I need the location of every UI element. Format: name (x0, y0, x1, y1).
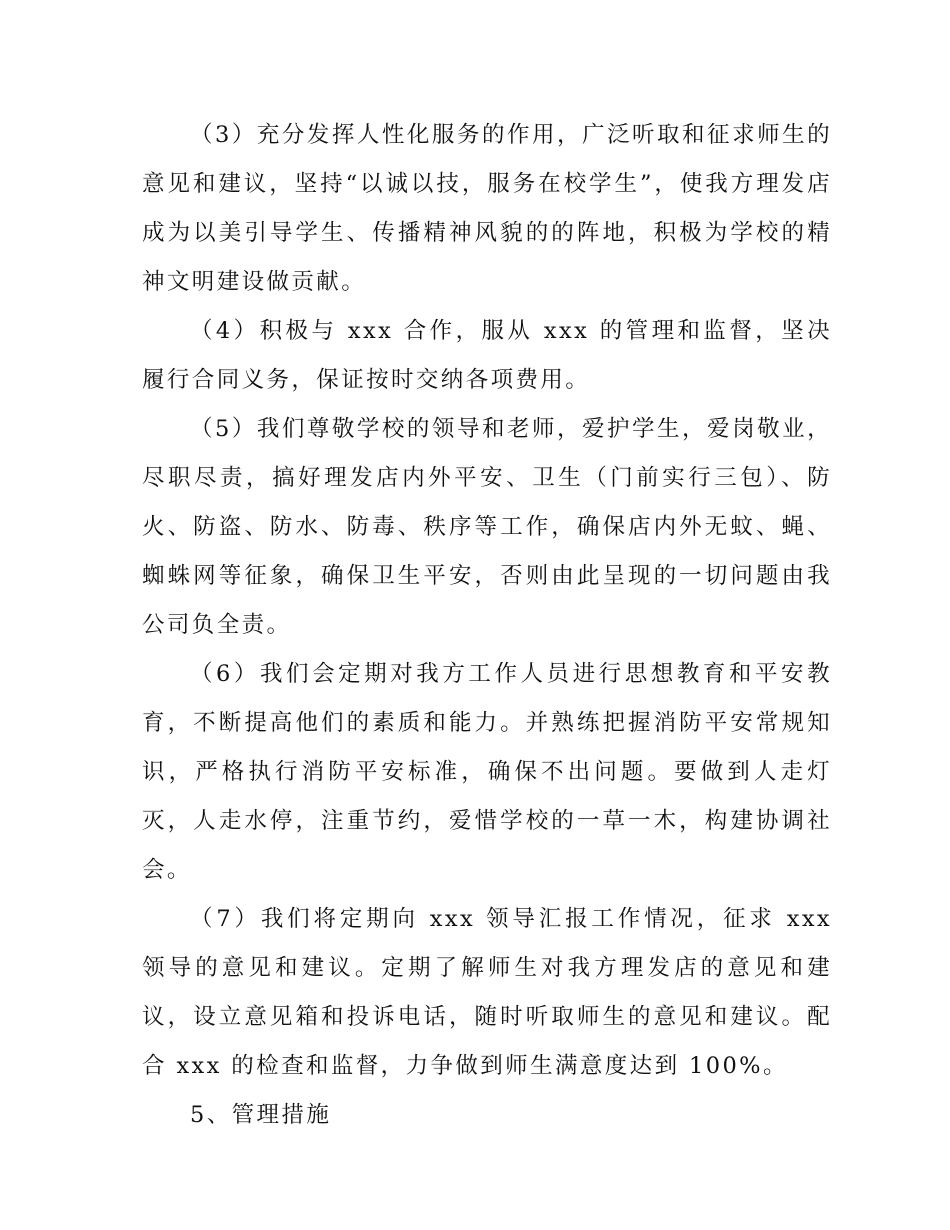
section-heading: 5、管理措施 (190, 1102, 332, 1128)
paragraph-item-4: （4）积极与 xxx 合作，服从 xxx 的管理和监督，坚决履行合同义务，保证按时交纳各项费用。 (142, 318, 832, 393)
paragraph-item-5: （5）我们尊敬学校的领导和老师，爱护学生，爱岗敬业，尽职尽责，搞好理发店内外平安、卫生（门前实行三包）、防火、防盗、防水、防毒、秩序等工作，确保店内外无蚊、蝇、蜘蛛网等征象，确保卫生平安，否则由此呈现的一切问题由我公司负全责。 (142, 416, 832, 638)
paragraph-item-3: （3）充分发挥人性化服务的作用，广泛听取和征求师生的意见和建议，坚持“以诚以技，服务在校学生”，使我方理发店成为以美引导学生、传播精神风貌的的阵地，积极为学校的精神文明建设做贡献。 (142, 122, 832, 295)
paragraph-item-6: （6）我们会定期对我方工作人员进行思想教育和平安教育，不断提高他们的素质和能力。并熟练把握消防平安常规知识，严格执行消防平安标准，确保不出问题。要做到人走灯灭，人走水停，注重节约，爱惜学校的一草一木，构建协调社会。 (142, 661, 832, 883)
document-body (142, 111, 832, 1140)
paragraph-item-7: （7）我们将定期向 xxx 领导汇报工作情况，征求 xxx 领导的意见和建议。定期了解师生对我方理发店的意见和建议，设立意见箱和投诉电话，随时听取师生的意见和建议。配合 xxx 的检查和监督，力争做到师生满意度达到 100%。 (142, 906, 832, 1079)
